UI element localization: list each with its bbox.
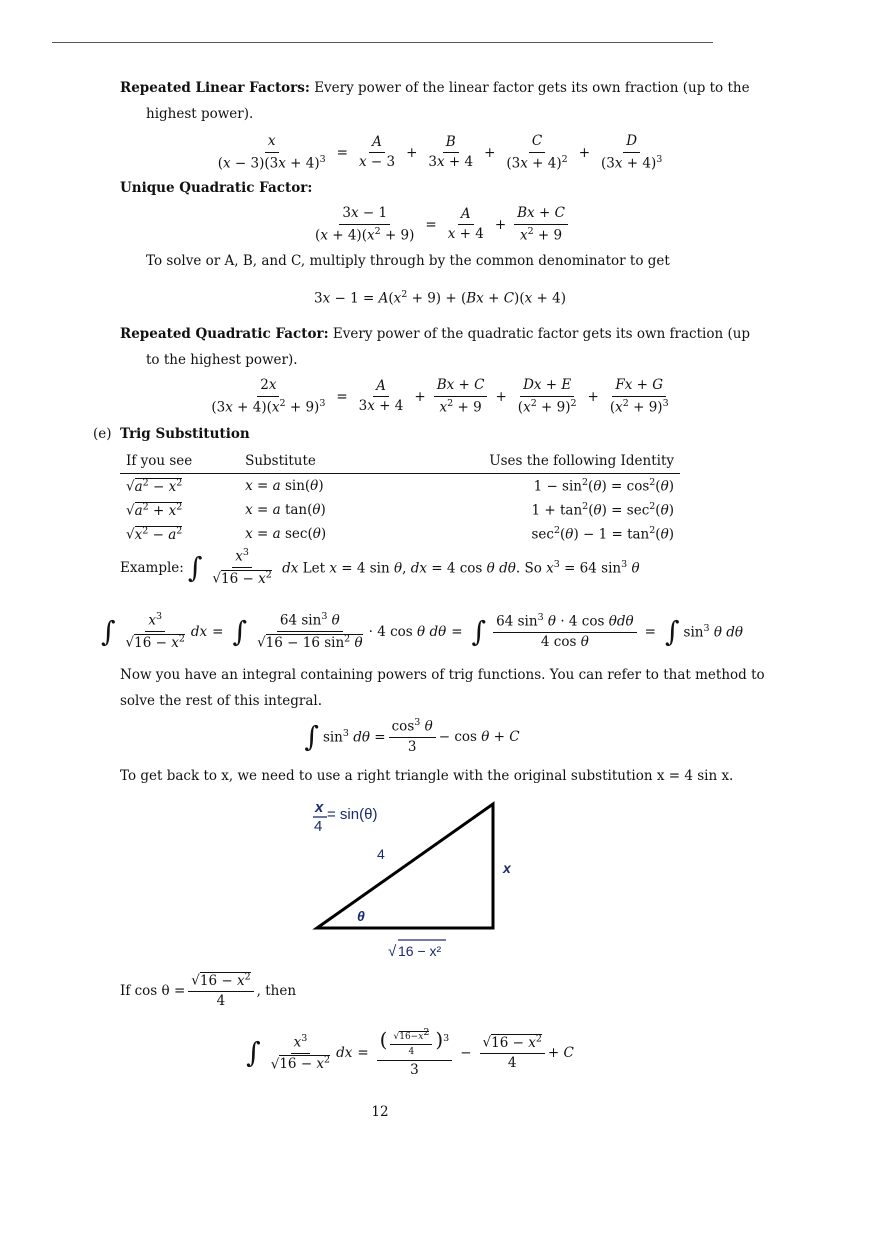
triangle-adjacent-label: 16 − x² [398, 943, 442, 959]
table-row [120, 498, 680, 522]
table-header-cell: Substitute [239, 450, 381, 474]
table-cell: $√a^2 + x^2$ [126, 501, 183, 519]
table-row [120, 522, 680, 546]
unique-quadratic-solve-text: To solve or A, B, and C, multiply through by the common denominator to get [146, 253, 670, 269]
equation-repeated-linear: $\frac{x}{(x - 3)(3x + 4)^3}$ = $\frac{A}{x - 3}$ + $\frac{B}{3x + 4}$ + $\frac{C}{(3x + 4)^2}$ + $\frac{D}{(3x + 4)^3}$ [217, 133, 663, 172]
table-cell: $1 + \tan^2(\theta) = \sec^2(\theta)$ [531, 501, 674, 519]
equation-common-denominator: $3x - 1 = A(x^2 + 9) + (Bx + C)(x + 4)$ [314, 289, 566, 307]
example-label: Example: [120, 559, 184, 576]
triangle-hypotenuse-label: 4 [377, 846, 385, 862]
repeated-quadratic-text: Every power of the quadratic factor gets its own fraction (up [332, 326, 751, 342]
repeated-linear-text: Every power of the linear factor gets its own fraction (up to the [314, 80, 750, 96]
table-header-cell: Uses the following Identity [381, 450, 680, 474]
table-header-cell: If you see [120, 450, 239, 474]
triangle-ratio-num: x [315, 799, 324, 816]
table-cell: $√x^2 - a^2$ [126, 525, 183, 543]
table-cell: x = a sin(θ) [245, 478, 324, 494]
repeated-linear-heading: Repeated Linear Factors: [120, 80, 310, 96]
triangle-opposite-label: x [503, 860, 511, 876]
now-text-line2: solve the rest of this integral. [120, 693, 323, 709]
equation-final-result: ∫ $\frac{x^3}{√16 - x^2}$ dx = ( $\frac{√16-x^2}{4}$ )$^3$ 3 − $\frac{√16 - x^2}{4}$ + C [246, 1027, 574, 1078]
trig-section-heading: Trig Substitution [120, 426, 250, 442]
triangle-radical-sign: √ [388, 943, 397, 960]
page-number: 12 [371, 1104, 389, 1120]
unique-quadratic-heading: Unique Quadratic Factor: [120, 180, 313, 196]
if-cos-line: If cos θ = $\frac{√16 - x^2}{4}$ , then [120, 971, 297, 1010]
table-cell: $\sec^2(\theta) - 1 = \tan^2(\theta)$ [531, 525, 674, 543]
repeated-quadratic-line1 [120, 326, 750, 342]
repeated-quadratic-heading: Repeated Quadratic Factor: [120, 326, 329, 342]
repeated-quadratic-line2: to the highest power). [146, 352, 298, 368]
table-cell: $1 - \sin^2(\theta) = \cos^2(\theta)$ [533, 477, 674, 495]
table-cell: $√a^2 - x^2$ [126, 477, 183, 495]
repeated-linear-line2: highest power). [146, 106, 254, 122]
trig-substitution-table [120, 450, 680, 546]
equation-unique-quadratic: $\frac{3x - 1}{(x + 4)(x^2 + 9)}$ = $\frac{A}{x + 4}$ + $\frac{Bx + C}{x^2 + 9}$ [0, 206, 880, 244]
now-text-line1: Now you have an integral containing powers of trig functions. You can refer to that method to [120, 667, 765, 683]
table-row [120, 474, 680, 499]
header-rule [52, 42, 713, 43]
example-line: Example: ∫ $\frac{x^3}{√16 - x^2}$ dx Let x = 4 sin θ, dx = 4 cos θ dθ. So $x^3 = 64$ $\sin^3 \theta$ [120, 547, 640, 587]
triangle-angle-label: θ [357, 908, 365, 924]
then-text: , then [256, 982, 297, 999]
back-text: To get back to x, we need to use a right triangle with the original substitution x = 4 sin x. [120, 768, 734, 784]
equation-sin-cubed: ∫ $\sin^3 d\theta$ = $\frac{\cos^3 \theta}{3}$ − cos θ + C [304, 717, 520, 756]
triangle-ratio-den: 4 [314, 818, 323, 835]
triangle-ratio-label: = sin(θ) [327, 806, 378, 823]
trig-section-label: (e) [93, 426, 112, 442]
table-header-row [120, 450, 680, 474]
table-cell: x = a sec(θ) [245, 526, 327, 542]
equation-repeated-quadratic: $\frac{2x}{(3x + 4)(x^2 + 9)^3}$ = $\frac{A}{3x + 4}$ + $\frac{Bx + C}{x^2 + 9}$ + $\frac{Dx + E}{(x^2 + 9)^2}$ + $\frac{Fx + G}{(x^2 + 9)^3}$ [211, 377, 669, 416]
equation-substitution-chain: ∫ $\frac{x^3}{√16 - x^2}$ dx = ∫ $\frac{64 \sin^3 \theta}{√16 - 16 \sin^2 \theta}$ · 4 cos θ dθ = ∫ $\frac{64 \sin^3 \theta \cdot 4 \cos \theta d\theta}{\text{4 cos θ}}$ = ∫ $\sin^3 \theta$ dθ [100, 611, 744, 651]
if-cos-text: If cos θ = [120, 982, 186, 999]
right-triangle-figure [300, 792, 520, 964]
repeated-linear-line1 [120, 80, 750, 96]
table-cell: x = a tan(θ) [245, 502, 326, 518]
